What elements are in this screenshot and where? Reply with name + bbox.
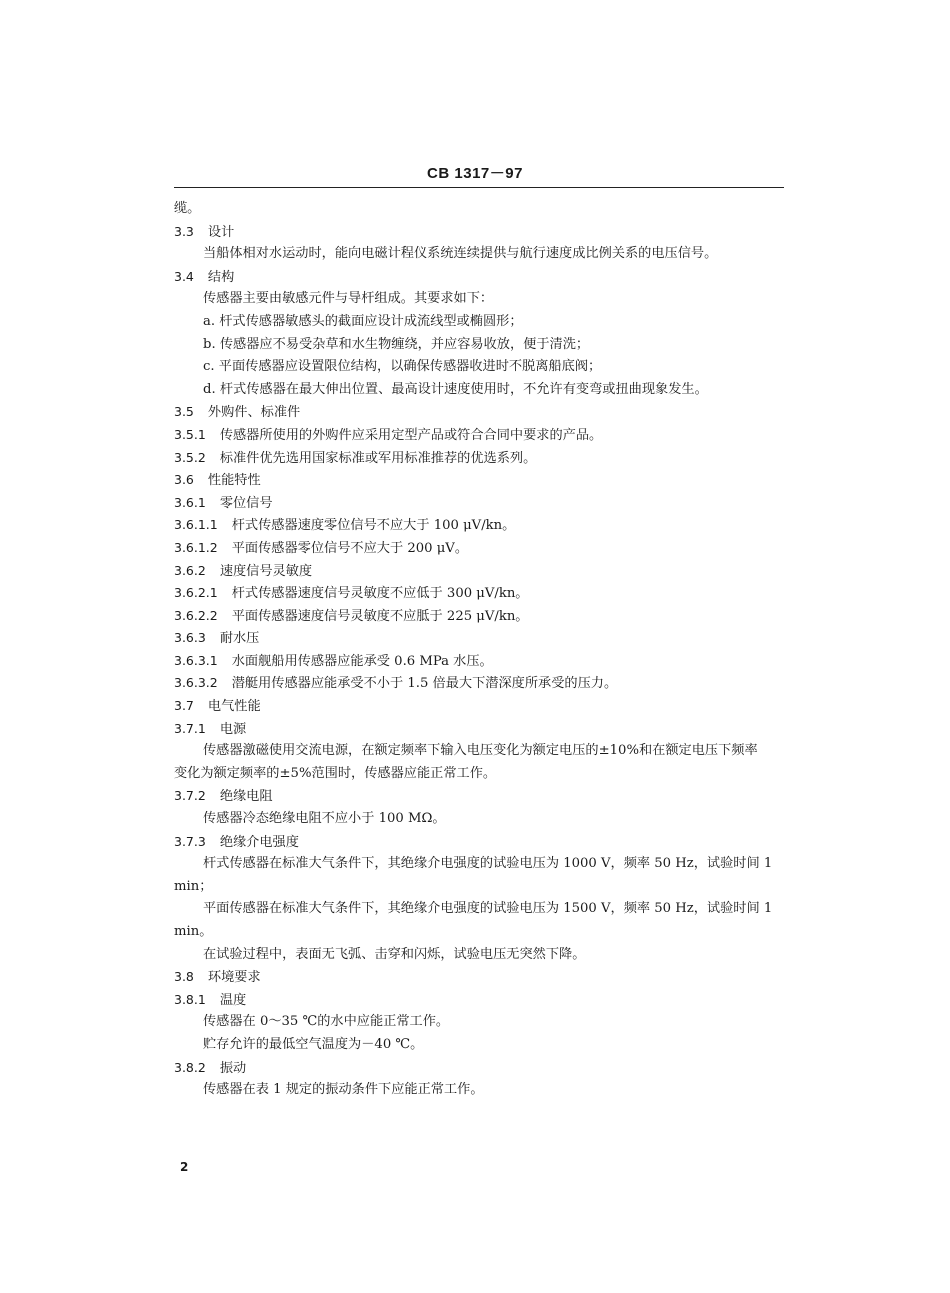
section-title: 平面传感器零位信号不应大于 200 μV。 [231,540,469,556]
section-line [174,650,784,673]
section-title: 外购件、标准件 [207,405,301,421]
paragraph-line [174,740,784,763]
section-line [174,831,784,854]
paragraph-text: 传感器主要由敏感元件与导杆组成。其要求如下： [203,291,494,307]
section-title: 绝缘介电强度 [219,834,299,850]
paragraph-line [174,763,784,786]
paragraph-line [174,944,784,967]
section-line [174,266,784,289]
paragraph-line [174,311,784,334]
paragraph-text: b. 传感器应不易受杂草和水生物缠绕，并应容易收放，便于清洗； [203,336,590,352]
section-title: 标准件优先选用国家标准或军用标准推荐的优选系列。 [219,450,537,466]
section-title: 零位信号 [219,495,273,511]
paragraph-text: d. 杆式传感器在最大伸出位置、最高设计速度使用时，不允许有变弯或扭曲现象发生。 [203,381,708,397]
section-line [174,401,784,424]
section-title: 耐水压 [219,631,260,647]
header-rule [174,187,784,188]
paragraph-line [174,876,784,899]
paragraph-line [174,1079,784,1102]
paragraph-text: 变化为额定频率的±5%范围时，传感器应能正常工作。 [174,765,497,781]
section-number: 3.7.3 [174,833,206,849]
section-number: 3.5 [174,404,194,420]
section-line [174,582,784,605]
section-number: 3.6.2.2 [174,607,218,623]
paragraph-text: 贮存允许的最低空气温度为－40 ℃。 [203,1036,424,1052]
section-title: 传感器所使用的外购件应采用定型产品或符合合同中要求的产品。 [219,427,603,443]
paragraph-line [174,379,784,402]
paragraph-line [174,921,784,944]
paragraph-line [174,1011,784,1034]
section-title: 性能特性 [207,473,261,489]
section-line [174,514,784,537]
paragraph-line [174,853,784,876]
section-line [174,718,784,741]
section-number: 3.6.1.1 [174,517,218,533]
standard-code-header: CB 1317－97 [427,165,523,182]
section-line [174,424,784,447]
section-number: 3.6 [174,472,194,488]
section-title: 潜艇用传感器应能承受不小于 1.5 倍最大下潜深度所承受的压力。 [231,676,618,692]
paragraph-line [174,243,784,266]
paragraph-text: 传感器冷态绝缘电阻不应小于 100 MΩ。 [203,811,446,827]
section-line [174,221,784,244]
paragraph-text: 传感器激磁使用交流电源，在额定频率下输入电压变化为额定电压的±10%和在额定电压下频率 [203,743,758,759]
section-title: 振动 [219,1060,247,1076]
section-line [174,537,784,560]
section-title: 设计 [207,224,235,240]
section-number: 3.8.1 [174,991,206,1007]
paragraph-text: a. 杆式传感器敏感头的截面应设计成流线型或椭圆形； [203,313,523,329]
paragraph-line [174,198,784,221]
section-title: 电气性能 [207,699,261,715]
section-number: 3.7.2 [174,788,206,804]
section-title: 电源 [219,721,247,737]
section-line [174,492,784,515]
section-line [174,605,784,628]
section-title: 绝缘电阻 [219,789,273,805]
document-body [174,198,784,1102]
paragraph-text: 当船体相对水运动时，能向电磁计程仪系统连续提供与航行速度成比例关系的电压信号。 [203,246,718,262]
section-line [174,1057,784,1080]
paragraph-text: 传感器在 0～35 ℃的水中应能正常工作。 [203,1014,450,1030]
paragraph-text: 传感器在表 1 规定的振动条件下应能正常工作。 [203,1082,484,1098]
section-number: 3.6.3.2 [174,675,218,691]
section-line [174,627,784,650]
paragraph-text: 杆式传感器在标准大气条件下，其绝缘介电强度的试验电压为 1000 V，频率 50 Hz，试验时间 1 [203,856,773,872]
paragraph-line [174,1034,784,1057]
section-line [174,672,784,695]
section-number: 3.6.3 [174,630,206,646]
section-number: 3.6.1.2 [174,539,218,555]
section-line [174,966,784,989]
section-title: 速度信号灵敏度 [219,563,313,579]
section-number: 3.5.2 [174,449,206,465]
section-number: 3.3 [174,223,194,239]
section-line [174,447,784,470]
section-title: 结构 [207,269,235,285]
section-line [174,785,784,808]
paragraph-text: 平面传感器在标准大气条件下，其绝缘介电强度的试验电压为 1500 V，频率 50 Hz，试验时间 1 [203,901,773,917]
paragraph-text: c. 平面传感器应设置限位结构，以确保传感器收进时不脱离船底阀； [203,359,602,375]
section-number: 3.6.2.1 [174,585,218,601]
section-line [174,989,784,1012]
section-number: 3.8.2 [174,1059,206,1075]
section-line [174,695,784,718]
section-title: 杆式传感器速度零位信号不应大于 100 μV/kn。 [231,518,516,534]
section-title: 环境要求 [207,970,261,986]
paragraph-text: min； [174,878,213,894]
paragraph-line [174,898,784,921]
paragraph-text: 缆。 [174,201,201,216]
section-number: 3.7 [174,698,194,714]
paragraph-line [174,288,784,311]
section-title: 杆式传感器速度信号灵敏度不应低于 300 μV/kn。 [231,586,529,602]
section-title: 温度 [219,992,247,1008]
paragraph-line [174,356,784,379]
section-number: 3.7.1 [174,720,206,736]
section-line [174,469,784,492]
section-number: 3.8 [174,969,194,985]
page-number: 2 [180,1160,189,1174]
section-title: 水面舰船用传感器应能承受 0.6 MPa 水压。 [231,653,493,669]
section-number: 3.6.3.1 [174,652,218,668]
section-title: 平面传感器速度信号灵敏度不应胝于 225 μV/kn。 [231,608,529,624]
paragraph-line [174,808,784,831]
paragraph-text: min。 [174,924,213,939]
section-number: 3.5.1 [174,426,206,442]
section-number: 3.6.1 [174,494,206,510]
paragraph-line [174,334,784,357]
section-line [174,560,784,583]
section-number: 3.4 [174,268,194,284]
section-number: 3.6.2 [174,562,206,578]
paragraph-text: 在试验过程中，表面无飞弧、击穿和闪烁，试验电压无突然下降。 [203,946,586,962]
